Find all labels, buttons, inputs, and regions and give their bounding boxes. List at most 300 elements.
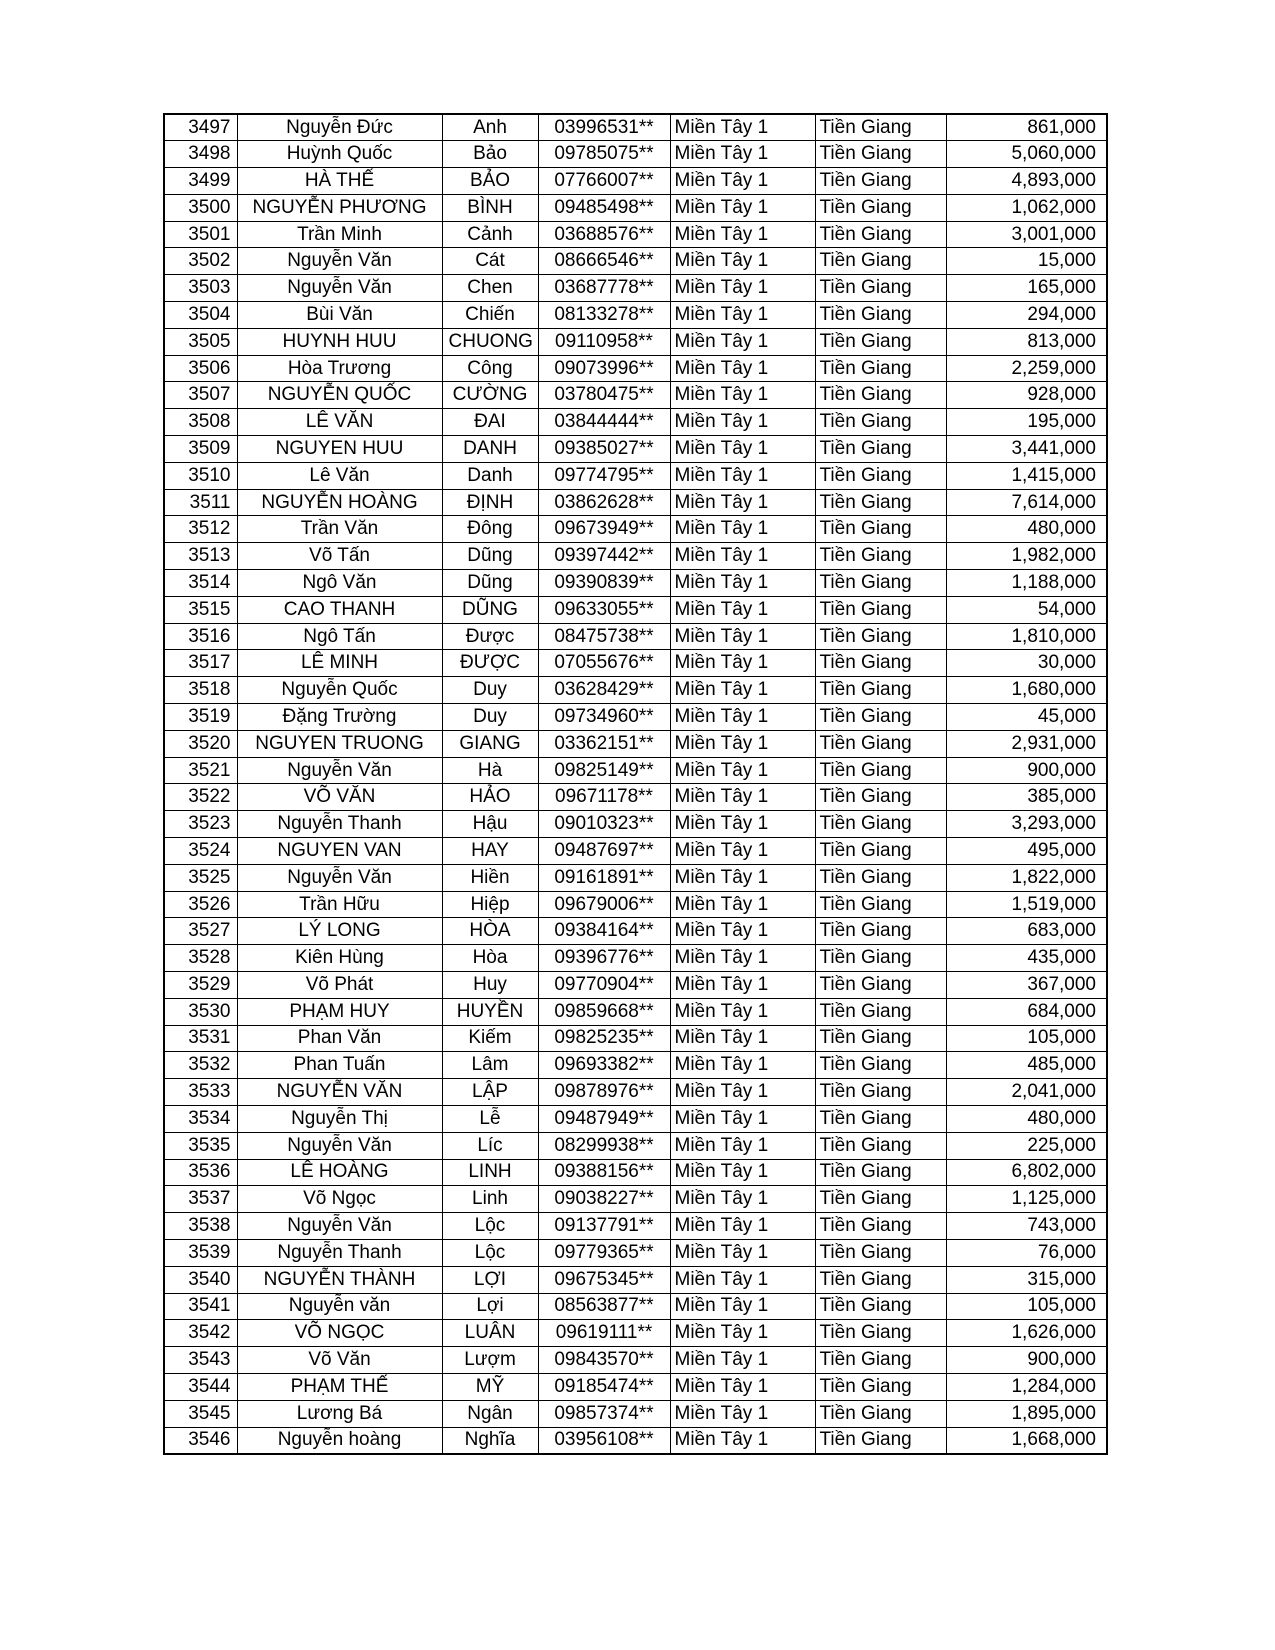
amount-cell: 480,000: [946, 1105, 1107, 1132]
province-cell: Tiền Giang: [815, 1266, 946, 1293]
province-cell: Tiền Giang: [815, 168, 946, 195]
amount-cell: 1,822,000: [946, 864, 1107, 891]
surname-cell: Võ Tấn: [237, 543, 442, 570]
region-cell: Miền Tây 1: [670, 596, 815, 623]
amount-cell: 15,000: [946, 248, 1107, 275]
amount-cell: 315,000: [946, 1266, 1107, 1293]
province-cell: Tiền Giang: [815, 730, 946, 757]
table-row: [164, 1266, 1107, 1293]
surname-cell: NGUYỄN THÀNH: [237, 1266, 442, 1293]
surname-cell: PHẠM THẾ: [237, 1373, 442, 1400]
table-row: [164, 677, 1107, 704]
phone-cell: 09161891**: [538, 864, 670, 891]
given-name-cell: Anh: [442, 114, 538, 141]
given-name-cell: Hiền: [442, 864, 538, 891]
table-row: [164, 891, 1107, 918]
region-cell: Miền Tây 1: [670, 784, 815, 811]
region-cell: Miền Tây 1: [670, 328, 815, 355]
row-number-cell: 3525: [164, 864, 237, 891]
given-name-cell: ĐỊNH: [442, 489, 538, 516]
row-number-cell: 3526: [164, 891, 237, 918]
surname-cell: Phan Tuấn: [237, 1052, 442, 1079]
row-number-cell: 3544: [164, 1373, 237, 1400]
phone-cell: 09038227**: [538, 1186, 670, 1213]
row-number-cell: 3546: [164, 1427, 237, 1454]
given-name-cell: Hiệp: [442, 891, 538, 918]
row-number-cell: 3514: [164, 570, 237, 597]
region-cell: Miền Tây 1: [670, 1079, 815, 1106]
amount-cell: 1,680,000: [946, 677, 1107, 704]
phone-cell: 03996531**: [538, 114, 670, 141]
amount-cell: 1,982,000: [946, 543, 1107, 570]
given-name-cell: Danh: [442, 462, 538, 489]
province-cell: Tiền Giang: [815, 248, 946, 275]
region-cell: Miền Tây 1: [670, 623, 815, 650]
table-row: [164, 1132, 1107, 1159]
region-cell: Miền Tây 1: [670, 1132, 815, 1159]
table-row: [164, 462, 1107, 489]
given-name-cell: LUÂN: [442, 1320, 538, 1347]
given-name-cell: GIANG: [442, 730, 538, 757]
region-cell: Miền Tây 1: [670, 1427, 815, 1454]
region-cell: Miền Tây 1: [670, 1239, 815, 1266]
province-cell: Tiền Giang: [815, 1025, 946, 1052]
surname-cell: Nguyễn Đức: [237, 114, 442, 141]
amount-cell: 928,000: [946, 382, 1107, 409]
table-row: [164, 596, 1107, 623]
row-number-cell: 3501: [164, 221, 237, 248]
amount-cell: 1,284,000: [946, 1373, 1107, 1400]
region-cell: Miền Tây 1: [670, 489, 815, 516]
amount-cell: 367,000: [946, 972, 1107, 999]
row-number-cell: 3536: [164, 1159, 237, 1186]
province-cell: Tiền Giang: [815, 382, 946, 409]
phone-cell: 09774795**: [538, 462, 670, 489]
amount-cell: 1,125,000: [946, 1186, 1107, 1213]
table-row: [164, 355, 1107, 382]
surname-cell: NGUYỄN VĂN: [237, 1079, 442, 1106]
amount-cell: 6,802,000: [946, 1159, 1107, 1186]
province-cell: Tiền Giang: [815, 141, 946, 168]
amount-cell: 683,000: [946, 918, 1107, 945]
table-row: [164, 1373, 1107, 1400]
table-row: [164, 221, 1107, 248]
table-row: [164, 1213, 1107, 1240]
table-row: [164, 168, 1107, 195]
province-cell: Tiền Giang: [815, 1132, 946, 1159]
amount-cell: 165,000: [946, 275, 1107, 302]
surname-cell: NGUYEN VAN: [237, 838, 442, 865]
amount-cell: 1,668,000: [946, 1427, 1107, 1454]
phone-cell: 09693382**: [538, 1052, 670, 1079]
row-number-cell: 3516: [164, 623, 237, 650]
amount-cell: 684,000: [946, 998, 1107, 1025]
province-cell: Tiền Giang: [815, 757, 946, 784]
province-cell: Tiền Giang: [815, 328, 946, 355]
table-row: [164, 302, 1107, 329]
region-cell: Miền Tây 1: [670, 757, 815, 784]
region-cell: Miền Tây 1: [670, 811, 815, 838]
phone-cell: 03862628**: [538, 489, 670, 516]
region-cell: Miền Tây 1: [670, 570, 815, 597]
phone-cell: 09673949**: [538, 516, 670, 543]
surname-cell: Võ Phát: [237, 972, 442, 999]
phone-cell: 08299938**: [538, 1132, 670, 1159]
surname-cell: LÊ HOÀNG: [237, 1159, 442, 1186]
amount-cell: 294,000: [946, 302, 1107, 329]
phone-cell: 03956108**: [538, 1427, 670, 1454]
surname-cell: LÊ MINH: [237, 650, 442, 677]
phone-cell: 03688576**: [538, 221, 670, 248]
given-name-cell: HAY: [442, 838, 538, 865]
given-name-cell: Linh: [442, 1186, 538, 1213]
region-cell: Miền Tây 1: [670, 436, 815, 463]
phone-cell: 08133278**: [538, 302, 670, 329]
province-cell: Tiền Giang: [815, 945, 946, 972]
row-number-cell: 3520: [164, 730, 237, 757]
amount-cell: 813,000: [946, 328, 1107, 355]
table-row: [164, 516, 1107, 543]
amount-cell: 225,000: [946, 1132, 1107, 1159]
surname-cell: Nguyễn văn: [237, 1293, 442, 1320]
phone-cell: 08563877**: [538, 1293, 670, 1320]
table-row: [164, 972, 1107, 999]
row-number-cell: 3504: [164, 302, 237, 329]
phone-cell: 07766007**: [538, 168, 670, 195]
given-name-cell: Lượm: [442, 1347, 538, 1374]
table-row: [164, 1025, 1107, 1052]
surname-cell: Kiên Hùng: [237, 945, 442, 972]
row-number-cell: 3523: [164, 811, 237, 838]
province-cell: Tiền Giang: [815, 462, 946, 489]
phone-cell: 09878976**: [538, 1079, 670, 1106]
amount-cell: 195,000: [946, 409, 1107, 436]
row-number-cell: 3531: [164, 1025, 237, 1052]
province-cell: Tiền Giang: [815, 1105, 946, 1132]
province-cell: Tiền Giang: [815, 355, 946, 382]
amount-cell: 2,931,000: [946, 730, 1107, 757]
province-cell: Tiền Giang: [815, 543, 946, 570]
row-number-cell: 3497: [164, 114, 237, 141]
surname-cell: Nguyễn Văn: [237, 757, 442, 784]
amount-cell: 1,415,000: [946, 462, 1107, 489]
region-cell: Miền Tây 1: [670, 114, 815, 141]
phone-cell: 09384164**: [538, 918, 670, 945]
amount-cell: 3,293,000: [946, 811, 1107, 838]
surname-cell: Lê Văn: [237, 462, 442, 489]
given-name-cell: Dũng: [442, 543, 538, 570]
surname-cell: Lương Bá: [237, 1400, 442, 1427]
table-row: [164, 1320, 1107, 1347]
region-cell: Miền Tây 1: [670, 998, 815, 1025]
province-cell: Tiền Giang: [815, 1239, 946, 1266]
province-cell: Tiền Giang: [815, 302, 946, 329]
amount-cell: 1,626,000: [946, 1320, 1107, 1347]
phone-cell: 09390839**: [538, 570, 670, 597]
row-number-cell: 3542: [164, 1320, 237, 1347]
province-cell: Tiền Giang: [815, 918, 946, 945]
row-number-cell: 3513: [164, 543, 237, 570]
region-cell: Miền Tây 1: [670, 1373, 815, 1400]
province-cell: Tiền Giang: [815, 1052, 946, 1079]
row-number-cell: 3506: [164, 355, 237, 382]
table-row: [164, 650, 1107, 677]
surname-cell: Nguyễn Văn: [237, 1213, 442, 1240]
row-number-cell: 3535: [164, 1132, 237, 1159]
region-cell: Miền Tây 1: [670, 1213, 815, 1240]
phone-cell: 09619111**: [538, 1320, 670, 1347]
province-cell: Tiền Giang: [815, 1079, 946, 1106]
amount-cell: 76,000: [946, 1239, 1107, 1266]
phone-cell: 08475738**: [538, 623, 670, 650]
surname-cell: Huỳnh Quốc: [237, 141, 442, 168]
row-number-cell: 3522: [164, 784, 237, 811]
province-cell: Tiền Giang: [815, 275, 946, 302]
province-cell: Tiền Giang: [815, 1320, 946, 1347]
phone-cell: 09857374**: [538, 1400, 670, 1427]
row-number-cell: 3537: [164, 1186, 237, 1213]
table-row: [164, 838, 1107, 865]
region-cell: Miền Tây 1: [670, 918, 815, 945]
given-name-cell: CƯỜNG: [442, 382, 538, 409]
province-cell: Tiền Giang: [815, 623, 946, 650]
row-number-cell: 3500: [164, 194, 237, 221]
row-number-cell: 3533: [164, 1079, 237, 1106]
row-number-cell: 3510: [164, 462, 237, 489]
given-name-cell: LINH: [442, 1159, 538, 1186]
phone-cell: 08666546**: [538, 248, 670, 275]
surname-cell: Võ Ngọc: [237, 1186, 442, 1213]
region-cell: Miền Tây 1: [670, 1400, 815, 1427]
table-body: [164, 114, 1107, 1454]
province-cell: Tiền Giang: [815, 704, 946, 731]
surname-cell: NGUYỄN HOÀNG: [237, 489, 442, 516]
row-number-cell: 3521: [164, 757, 237, 784]
surname-cell: Phan Văn: [237, 1025, 442, 1052]
given-name-cell: Duy: [442, 677, 538, 704]
row-number-cell: 3499: [164, 168, 237, 195]
phone-cell: 09825235**: [538, 1025, 670, 1052]
surname-cell: NGUYEN HUU: [237, 436, 442, 463]
table-row: [164, 194, 1107, 221]
province-cell: Tiền Giang: [815, 1293, 946, 1320]
given-name-cell: Nghĩa: [442, 1427, 538, 1454]
province-cell: Tiền Giang: [815, 1347, 946, 1374]
phone-cell: 03780475**: [538, 382, 670, 409]
table-row: [164, 489, 1107, 516]
given-name-cell: Công: [442, 355, 538, 382]
table-row: [164, 1159, 1107, 1186]
surname-cell: Đặng Trường: [237, 704, 442, 731]
province-cell: Tiền Giang: [815, 436, 946, 463]
surname-cell: CAO THANH: [237, 596, 442, 623]
given-name-cell: ĐAI: [442, 409, 538, 436]
given-name-cell: HUYỀN: [442, 998, 538, 1025]
amount-cell: 435,000: [946, 945, 1107, 972]
surname-cell: Nguyễn hoàng: [237, 1427, 442, 1454]
surname-cell: Nguyễn Văn: [237, 1132, 442, 1159]
amount-cell: 900,000: [946, 757, 1107, 784]
province-cell: Tiền Giang: [815, 516, 946, 543]
amount-cell: 861,000: [946, 114, 1107, 141]
table-row: [164, 918, 1107, 945]
amount-cell: 3,441,000: [946, 436, 1107, 463]
province-cell: Tiền Giang: [815, 650, 946, 677]
given-name-cell: Duy: [442, 704, 538, 731]
row-number-cell: 3508: [164, 409, 237, 436]
amount-cell: 45,000: [946, 704, 1107, 731]
row-number-cell: 3530: [164, 998, 237, 1025]
row-number-cell: 3539: [164, 1239, 237, 1266]
amount-cell: 1,188,000: [946, 570, 1107, 597]
table-row: [164, 945, 1107, 972]
region-cell: Miền Tây 1: [670, 221, 815, 248]
region-cell: Miền Tây 1: [670, 1159, 815, 1186]
amount-cell: 385,000: [946, 784, 1107, 811]
region-cell: Miền Tây 1: [670, 1025, 815, 1052]
surname-cell: NGUYỄN PHƯƠNG: [237, 194, 442, 221]
region-cell: Miền Tây 1: [670, 650, 815, 677]
phone-cell: 09385027**: [538, 436, 670, 463]
table-row: [164, 1427, 1107, 1454]
given-name-cell: Lợi: [442, 1293, 538, 1320]
given-name-cell: Lễ: [442, 1105, 538, 1132]
row-number-cell: 3519: [164, 704, 237, 731]
amount-cell: 1,062,000: [946, 194, 1107, 221]
given-name-cell: Được: [442, 623, 538, 650]
surname-cell: NGUYEN TRUONG: [237, 730, 442, 757]
region-cell: Miền Tây 1: [670, 355, 815, 382]
row-number-cell: 3511: [164, 489, 237, 516]
province-cell: Tiền Giang: [815, 677, 946, 704]
province-cell: Tiền Giang: [815, 1427, 946, 1454]
province-cell: Tiền Giang: [815, 489, 946, 516]
province-cell: Tiền Giang: [815, 596, 946, 623]
given-name-cell: Chiến: [442, 302, 538, 329]
given-name-cell: Cảnh: [442, 221, 538, 248]
surname-cell: Nguyễn Văn: [237, 275, 442, 302]
province-cell: Tiền Giang: [815, 409, 946, 436]
region-cell: Miền Tây 1: [670, 1052, 815, 1079]
table-row: [164, 1293, 1107, 1320]
amount-cell: 2,041,000: [946, 1079, 1107, 1106]
table-row: [164, 328, 1107, 355]
surname-cell: Nguyễn Văn: [237, 864, 442, 891]
given-name-cell: CHUONG: [442, 328, 538, 355]
phone-cell: 09137791**: [538, 1213, 670, 1240]
table-row: [164, 409, 1107, 436]
province-cell: Tiền Giang: [815, 1213, 946, 1240]
table-row: [164, 1079, 1107, 1106]
table-row: [164, 811, 1107, 838]
row-number-cell: 3538: [164, 1213, 237, 1240]
table-row: [164, 1400, 1107, 1427]
province-cell: Tiền Giang: [815, 114, 946, 141]
amount-cell: 5,060,000: [946, 141, 1107, 168]
surname-cell: Nguyễn Thanh: [237, 811, 442, 838]
table-row: [164, 784, 1107, 811]
province-cell: Tiền Giang: [815, 1400, 946, 1427]
amount-cell: 1,810,000: [946, 623, 1107, 650]
surname-cell: Hòa Trương: [237, 355, 442, 382]
province-cell: Tiền Giang: [815, 838, 946, 865]
surname-cell: Trần Minh: [237, 221, 442, 248]
given-name-cell: Bảo: [442, 141, 538, 168]
phone-cell: 09073996**: [538, 355, 670, 382]
province-cell: Tiền Giang: [815, 1373, 946, 1400]
amount-cell: 743,000: [946, 1213, 1107, 1240]
row-number-cell: 3509: [164, 436, 237, 463]
table-row: [164, 275, 1107, 302]
region-cell: Miền Tây 1: [670, 891, 815, 918]
given-name-cell: Hà: [442, 757, 538, 784]
amount-cell: 1,895,000: [946, 1400, 1107, 1427]
region-cell: Miền Tây 1: [670, 194, 815, 221]
surname-cell: Ngô Tấn: [237, 623, 442, 650]
table-row: [164, 704, 1107, 731]
surname-cell: LÝ LONG: [237, 918, 442, 945]
given-name-cell: Chen: [442, 275, 538, 302]
amount-cell: 54,000: [946, 596, 1107, 623]
amount-cell: 105,000: [946, 1025, 1107, 1052]
phone-cell: 09679006**: [538, 891, 670, 918]
phone-cell: 09487949**: [538, 1105, 670, 1132]
region-cell: Miền Tây 1: [670, 409, 815, 436]
phone-cell: 09785075**: [538, 141, 670, 168]
row-number-cell: 3528: [164, 945, 237, 972]
table-row: [164, 998, 1107, 1025]
given-name-cell: Huy: [442, 972, 538, 999]
amount-cell: 4,893,000: [946, 168, 1107, 195]
phone-cell: 09485498**: [538, 194, 670, 221]
amount-cell: 7,614,000: [946, 489, 1107, 516]
amount-cell: 900,000: [946, 1347, 1107, 1374]
surname-cell: HUYNH HUU: [237, 328, 442, 355]
region-cell: Miền Tây 1: [670, 864, 815, 891]
region-cell: Miền Tây 1: [670, 516, 815, 543]
region-cell: Miền Tây 1: [670, 302, 815, 329]
region-cell: Miền Tây 1: [670, 704, 815, 731]
province-cell: Tiền Giang: [815, 1186, 946, 1213]
row-number-cell: 3505: [164, 328, 237, 355]
phone-cell: 09859668**: [538, 998, 670, 1025]
phone-cell: 03362151**: [538, 730, 670, 757]
region-cell: Miền Tây 1: [670, 1186, 815, 1213]
row-number-cell: 3527: [164, 918, 237, 945]
region-cell: Miền Tây 1: [670, 248, 815, 275]
table-row: [164, 623, 1107, 650]
amount-cell: 1,519,000: [946, 891, 1107, 918]
row-number-cell: 3529: [164, 972, 237, 999]
region-cell: Miền Tây 1: [670, 543, 815, 570]
row-number-cell: 3515: [164, 596, 237, 623]
region-cell: Miền Tây 1: [670, 1347, 815, 1374]
region-cell: Miền Tây 1: [670, 462, 815, 489]
surname-cell: NGUYỄN QUỐC: [237, 382, 442, 409]
amount-cell: 105,000: [946, 1293, 1107, 1320]
region-cell: Miền Tây 1: [670, 1320, 815, 1347]
amount-cell: 495,000: [946, 838, 1107, 865]
row-number-cell: 3507: [164, 382, 237, 409]
given-name-cell: LẬP: [442, 1079, 538, 1106]
table-row: [164, 1186, 1107, 1213]
phone-cell: 09388156**: [538, 1159, 670, 1186]
given-name-cell: Lộc: [442, 1213, 538, 1240]
surname-cell: VÕ NGỌC: [237, 1320, 442, 1347]
region-cell: Miền Tây 1: [670, 972, 815, 999]
amount-cell: 30,000: [946, 650, 1107, 677]
region-cell: Miền Tây 1: [670, 1266, 815, 1293]
